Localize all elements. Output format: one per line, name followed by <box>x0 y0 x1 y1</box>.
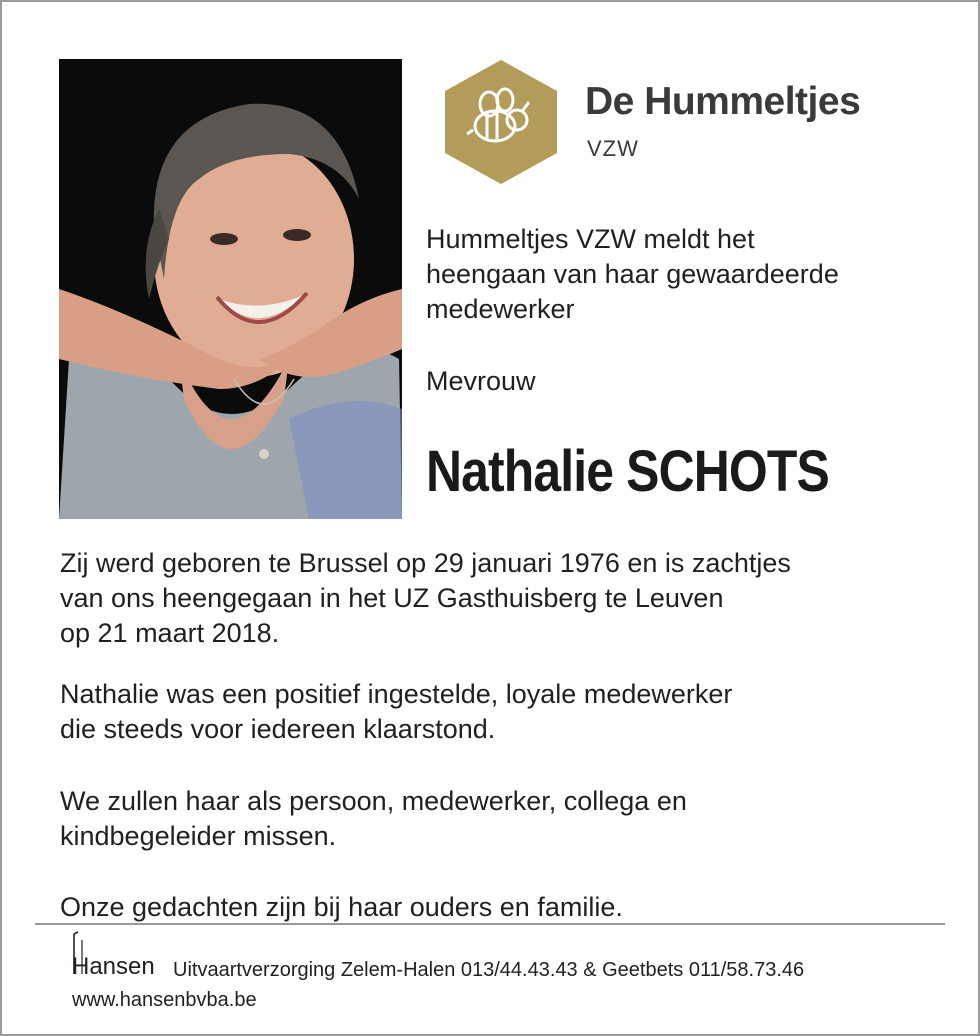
funeral-home-contact: Uitvaartverzorging Zelem-Halen 013/44.43.43 & Geetbets 011/58.73.46 <box>173 959 805 981</box>
organisation-subtitle: VZW <box>587 136 639 161</box>
portrait-photo <box>59 59 402 519</box>
paragraph-line: We zullen haar als persoon, medewerker, collega en <box>60 786 687 816</box>
paragraph-line: kindbegeleider missen. <box>60 821 337 851</box>
funeral-home-website[interactable]: www.hansenbvba.be <box>72 989 257 1011</box>
hansen-logo <box>68 928 168 986</box>
paragraph-line: Onze gedachten zijn bij haar ouders en familie. <box>60 892 623 922</box>
svg-text:Hansen: Hansen <box>72 953 155 980</box>
intro-line: medewerker <box>426 294 575 324</box>
condolence-paragraph <box>60 890 623 925</box>
paragraph-line: Nathalie was een positief ingestelde, loyale medewerker <box>60 679 733 709</box>
paragraph-line: van ons heengegaan in het UZ Gasthuisberg te Leuven <box>60 583 724 613</box>
paragraph-line: op 21 maart 2018. <box>60 618 280 648</box>
tribute-paragraph <box>60 677 732 747</box>
missing-paragraph <box>60 784 687 854</box>
announcement-intro <box>426 222 946 327</box>
footer-divider <box>35 923 945 925</box>
intro-line: Hummeltjes VZW meldt het <box>426 224 755 254</box>
intro-line: heengaan van haar gewaardeerde <box>426 259 839 289</box>
salutation: Mevrouw <box>426 366 536 396</box>
paragraph-line: die steeds voor iedereen klaarstond. <box>60 714 496 744</box>
deceased-name: Nathalie SCHOTS <box>426 439 829 504</box>
organisation-name: De Hummeltjes <box>585 80 861 123</box>
birth-death-paragraph <box>60 546 791 651</box>
hummeltjes-logo-hexagon <box>445 60 557 184</box>
paragraph-line: Zij werd geboren te Brussel op 29 januari 1976 en is zachtjes <box>60 548 791 578</box>
portrait-illustration <box>59 59 402 519</box>
